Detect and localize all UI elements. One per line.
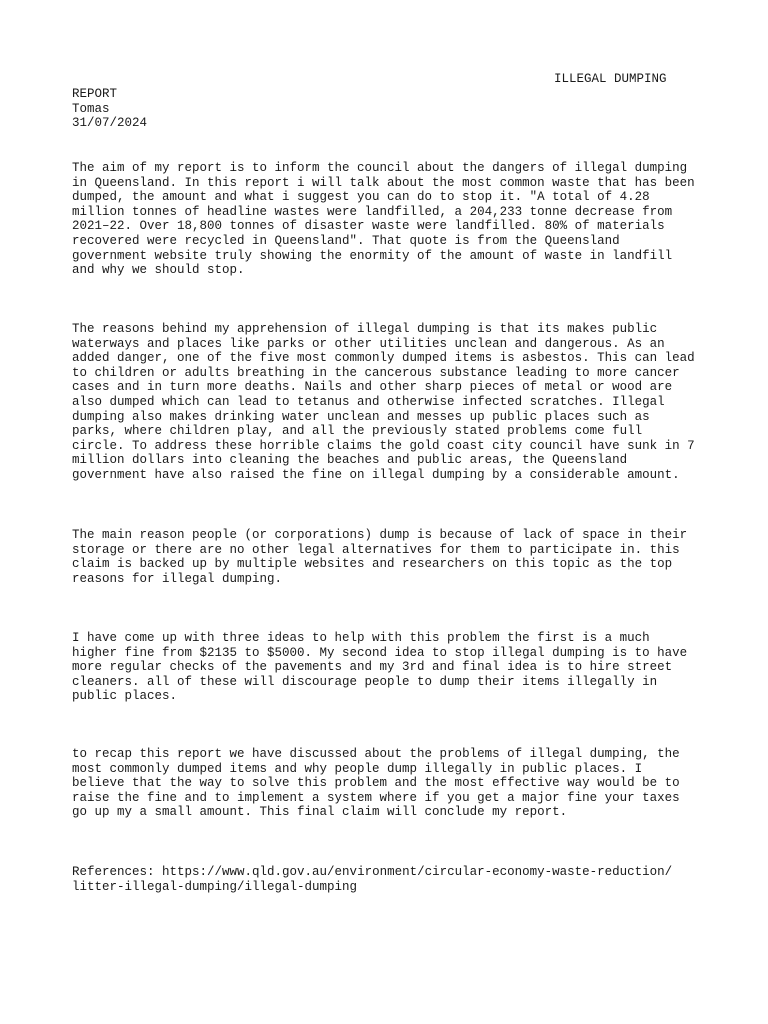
references-label: References: xyxy=(72,865,155,879)
document-title: ILLEGAL DUMPING xyxy=(554,72,667,86)
references-line-1 xyxy=(72,865,712,880)
paragraph-line: in Queensland. In this report i will talk about the most common waste that has been xyxy=(72,175,695,190)
paragraph-line: The reasons behind my apprehension of illegal dumping is that its makes public xyxy=(72,322,658,336)
references-line-2 xyxy=(72,880,712,895)
paragraph-line: The aim of my report is to inform the council about the dangers of illegal dumping xyxy=(72,161,688,175)
paragraph-line: more regular checks of the pavements and my 3rd and final idea is to hire street xyxy=(72,660,673,675)
paragraph-line: added danger, one of the five most commonly dumped items is asbestos. This can lead xyxy=(72,351,695,366)
paragraph-line: The main reason people (or corporations) dump is because of lack of space in their xyxy=(72,528,688,542)
paragraph-line: dumping also makes drinking water unclean and messes up public places such as xyxy=(72,409,650,424)
paragraph-line: million tonnes of headline wastes were landfilled, a 204,233 tonne decrease from xyxy=(72,204,673,219)
paragraph-line: circle. To address these horrible claims the gold coast city council have sunk in 7 xyxy=(72,438,695,453)
paragraph-dangers xyxy=(72,322,712,483)
paragraph-line: claim is backed up by multiple websites and researchers on this topic as the top xyxy=(72,557,673,572)
paragraph-line: go up my a small amount. This final claim will conclude my report. xyxy=(72,805,568,820)
paragraph-line: 2021–22. Over 18,800 tonnes of disaster waste were landfilled. 80% of materials xyxy=(72,219,665,234)
paragraph-line: cases and in turn more deaths. Nails and other sharp pieces of metal or wood are xyxy=(72,380,673,395)
paragraph-line: also dumped which can lead to tetanus and otherwise infected scratches. Illegal xyxy=(72,394,665,409)
paragraph-causes xyxy=(72,528,712,586)
paragraph-line: raise the fine and to implement a system where if you get a major fine your taxes xyxy=(72,790,680,805)
paragraph-line: cleaners. all of these will discourage people to dump their items illegally in xyxy=(72,674,658,689)
paragraph-line: dumped, the amount and what i suggest you can do to stop it. "A total of 4.28 xyxy=(72,190,650,205)
paragraph-line: higher fine from $2135 to $5000. My second idea to stop illegal dumping is to have xyxy=(72,645,688,660)
paragraph-line: reasons for illegal dumping. xyxy=(72,571,283,586)
paragraph-line: parks, where children play, and all the previously stated problems come full xyxy=(72,424,643,439)
reference-link[interactable]: https://www.qld.gov.au/environment/circular-economy-waste-reduction/ xyxy=(162,865,673,879)
report-type: REPORT xyxy=(72,87,118,101)
report-author: Tomas xyxy=(72,101,110,116)
paragraph-line: waterways and places like parks or other utilities unclean and dangerous. As an xyxy=(72,336,665,351)
paragraph-conclusion xyxy=(72,747,712,820)
paragraph-line: storage or there are no other legal alternatives for them to participate in. this xyxy=(72,542,680,557)
report-meta xyxy=(72,87,147,131)
paragraph-line: million dollars into cleaning the beaches and public areas, the Queensland xyxy=(72,453,628,468)
paragraph-line: recovered were recycled in Queensland". That quote is from the Queensland xyxy=(72,233,620,248)
reference-link-continued[interactable]: litter-illegal-dumping/illegal-dumping xyxy=(72,879,358,894)
paragraph-line: government have also raised the fine on illegal dumping by a considerable amount. xyxy=(72,467,680,482)
paragraph-line: I have come up with three ideas to help with this problem the first is a much xyxy=(72,631,650,645)
paragraph-line: most commonly dumped items and why people dump illegally in public places. I xyxy=(72,761,643,776)
paragraph-line: and why we should stop. xyxy=(72,263,245,278)
paragraph-line: government website truly showing the enormity of the amount of waste in landfill xyxy=(72,248,673,263)
paragraph-line: believe that the way to solve this problem and the most effective way would be to xyxy=(72,776,680,791)
paragraph-line: public places. xyxy=(72,689,178,704)
paragraph-introduction xyxy=(72,161,712,278)
report-date: 31/07/2024 xyxy=(72,116,148,131)
paragraph-line: to recap this report we have discussed about the problems of illegal dumping, the xyxy=(72,747,680,761)
references xyxy=(72,865,712,894)
paragraph-solutions xyxy=(72,631,712,704)
paragraph-line: to children or adults breathing in the cancerous substance leading to more cancer xyxy=(72,365,680,380)
